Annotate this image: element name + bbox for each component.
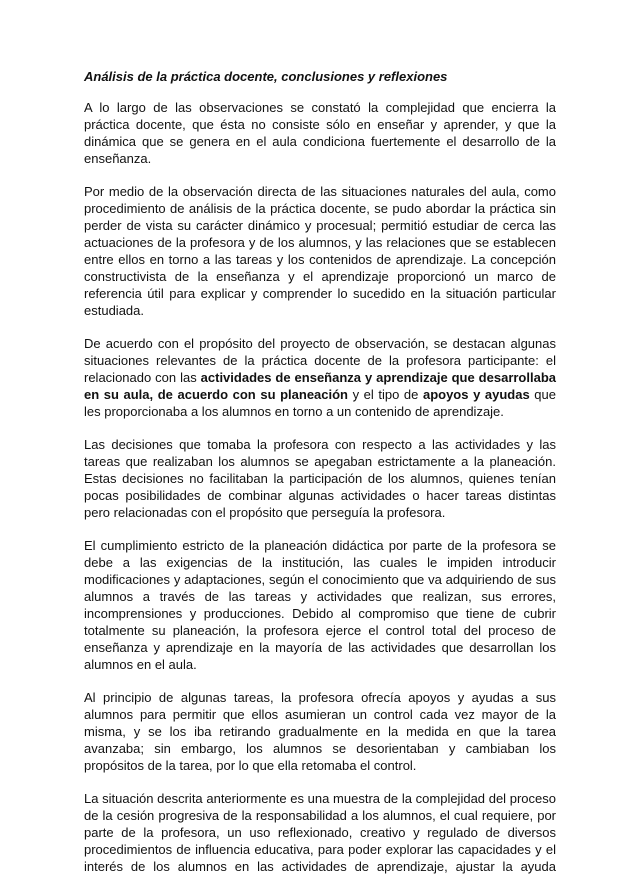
paragraph-2: Por medio de la observación directa de las situaciones naturales del aula, como procedimiento de análisis de la práctica docente, se pudo abordar la práctica sin perder de vista su carácter dinámico y procesual; permitió estudiar de cerca las actuaciones de la profesora y de los alumnos, y las relaciones que se establecen entre ellos en torno a las tareas y los contenidos de aprendizaje. La concepción constructivista de la enseñanza y el aprendizaje proporcionó un marco de referencia útil para explicar y comprender lo sucedido en la situación particular estudiada.	[84, 184, 556, 318]
document-title: Análisis de la práctica docente, conclusiones y reflexiones	[84, 69, 448, 84]
paragraph-3	[84, 335, 556, 420]
paragraph-3-bold-1: actividades de enseñanza y aprendizaje que desarrollaba en su aula, de acuerdo con su planeación	[84, 370, 556, 402]
paragraph-3-text-3: que les proporcionaba a los alumnos en torno a un contenido de aprendizaje.	[84, 387, 556, 419]
paragraph-6: Al principio de algunas tareas, la profesora ofrecía apoyos y ayudas a sus alumnos para permitir que ellos asumieran un control cada vez mayor de la misma, y se los iba retirando gradualmente en la medida en que la tarea avanzaba; sin embargo, los alumnos se desorientaban y cambiaban los propósitos de la tarea, por lo que ella retomaba el control.	[84, 690, 556, 773]
paragraph-7: La situación descrita anteriormente es una muestra de la complejidad del proceso de la cesión progresiva de la responsabilidad a los alumnos, el cual requiere, por parte de la profesora, un uso reflexionado, creativo y regulado de diversos procedimientos de influencia educativa, para poder explorar las capacidades y el interés de los alumnos en las actividades de aprendizaje, ajustar la ayuda	[84, 791, 556, 874]
paragraph-4: Las decisiones que tomaba la profesora con respecto a las actividades y las tareas que realizaban los alumnos se apegaban estrictamente a la planeación. Estas decisiones no facilitaban la participación de los alumnos, quienes tenían pocas posibilidades de combinar algunas actividades o hacer tareas distintas pero relacionadas con el propósito que perseguía la profesora.	[84, 437, 556, 520]
paragraph-3-bold-2: apoyos y ayudas	[422, 387, 530, 402]
paragraph-3-text-2: y el tipo de	[348, 387, 423, 402]
paragraph-1: A lo largo de las observaciones se constató la complejidad que encierra la práctica docente, que ésta no consiste sólo en enseñar y aprender, y que la dinámica que se genera en el aula condiciona fuertemente el desarrollo de la enseñanza.	[84, 100, 556, 166]
paragraph-5: El cumplimiento estricto de la planeación didáctica por parte de la profesora se debe a las exigencias de la institución, las cuales le impiden introducir modificaciones y adaptaciones, según el conocimiento que va adquiriendo de sus alumnos a través de las tareas y actividades que realizan, sus errores, incomprensiones y producciones. Debido al compromiso que tiene de cubrir totalmente su planeación, la profesora ejerce el control total del proceso de enseñanza y aprendizaje en la mayoría de las actividades que desarrollan los alumnos en el aula.	[84, 538, 556, 672]
paragraph-3-text-1: De acuerdo con el propósito del proyecto de observación, se destacan algunas situaciones relevantes de la práctica docente de la profesora participante: el relacionado con las	[84, 336, 556, 385]
